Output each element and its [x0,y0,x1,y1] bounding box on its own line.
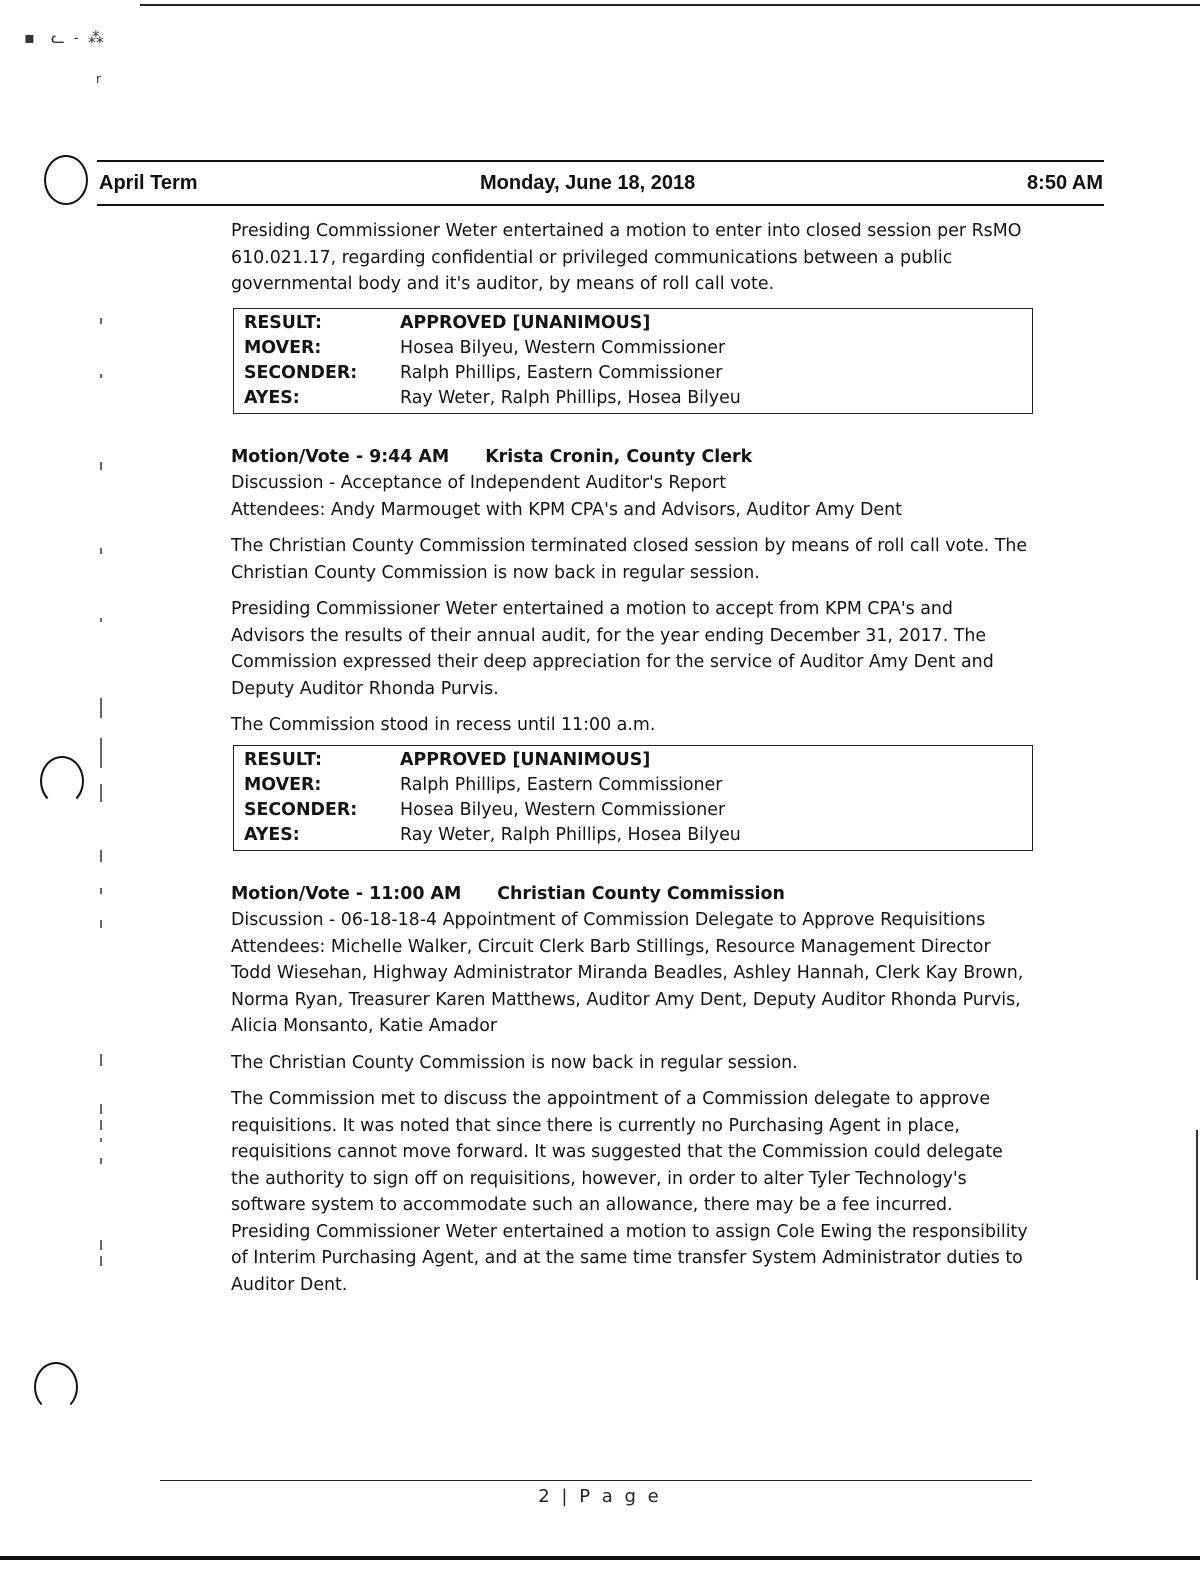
page-number: 2 | P a g e [538,1486,662,1507]
vote-row-ayes [234,386,1033,414]
vote-result-table [233,308,1033,414]
closed-session-paragraph: Presiding Commissioner Weter entertained a motion to enter into closed session per RsMO 610.021.17, regarding confidential or privileged communications between a public governmental body and it's auditor, by means of roll call vote. [231,221,1022,294]
vote-row-ayes [234,823,1033,851]
vote-row-seconder [234,798,1033,823]
header-rule [97,204,1104,206]
vote-label: SECONDER: [244,799,358,820]
vote-row-seconder [234,361,1033,386]
attendees-line: Attendees: Andy Marmouget with KPM CPA's and Advisors, Auditor Amy Dent [231,499,902,520]
scan-bottom-rule [0,1556,1200,1560]
header-term: April Term [99,172,198,194]
vote-result-table [233,745,1033,851]
vote-result-value: APPROVED [UNANIMOUS] [400,312,651,333]
session-paragraph: The Christian County Commission is now back in regular session. [231,1052,798,1073]
motion-time: Motion/Vote - 11:00 AM [231,883,462,904]
header-rule [97,160,1104,162]
motion-heading [231,444,1031,471]
vote-ayes-value: Ray Weter, Ralph Phillips, Hosea Bilyeu [400,387,741,408]
attendees-line: Attendees: Michelle Walker, Circuit Clerk Barb Stillings, Resource Management Director Todd Wiesehan, Highway Administrator Miranda Beadles, Ashley Hannah, Clerk Kay Brown, Norma Ryan, Treasurer Karen Matthews, Auditor Amy Dent, Deputy Auditor Rhonda Purvis, Alicia Monsanto, Katie Amador [231,936,1024,1036]
discussion-line: Discussion - 06-18-18-4 Appointment of Commission Delegate to Approve Requisitions [231,910,986,930]
motion-time: Motion/Vote - 9:44 AM [231,446,450,467]
vote-result-value: APPROVED [UNANIMOUS] [400,749,651,770]
vote-seconder-value: Ralph Phillips, Eastern Commissioner [400,362,723,383]
audit-paragraph: Presiding Commissioner Weter entertained a motion to accept from KPM CPA's and Advisors the results of their annual audit, for the year ending December 31, 2017. The Commission expressed their deep appreciation for the service of Auditor Amy Dent and Deputy Auditor Rhonda Purvis. [231,599,994,699]
vote-label: MOVER: [244,774,322,795]
vote-label: SECONDER: [244,362,358,383]
header-date: Monday, June 18, 2018 [480,172,696,194]
vote-row-result [234,745,1033,773]
vote-mover-value: Hosea Bilyeu, Western Commissioner [400,337,726,358]
vote-label: RESULT: [244,749,322,770]
discussion-line: Discussion - Acceptance of Independent Auditor's Report [231,473,727,493]
header-time: 8:50 AM [1027,172,1103,194]
vote-seconder-value: Hosea Bilyeu, Western Commissioner [400,799,726,820]
scan-margin-marks [96,300,110,1200]
scan-edge-mark [1196,1130,1198,1280]
vote-label: RESULT: [244,312,322,333]
footer-rule [160,1480,1032,1481]
vote-row-mover [234,336,1033,361]
vote-mover-value: Ralph Phillips, Eastern Commissioner [400,774,723,795]
scan-top-rule [140,4,1200,6]
vote-label: AYES: [244,387,300,408]
motion-heading [231,881,1031,908]
recess-paragraph: The Commission stood in recess until 11:00 a.m. [231,715,656,735]
punch-hole-icon [34,1362,78,1412]
vote-label: MOVER: [244,337,322,358]
motion-presenter: Christian County Commission [497,883,785,904]
vote-label: AYES: [244,824,300,845]
vote-row-mover [234,773,1033,798]
punch-hole-icon [40,756,84,806]
scan-artifact-marks: ▪ ᓚ ˗ ⁂ r [24,28,106,86]
vote-row-result [234,308,1033,336]
motion-presenter: Krista Cronin, County Clerk [485,446,753,467]
minutes-body [231,218,1031,1298]
session-paragraph: The Christian County Commission terminated closed session by means of roll call vote. The Christian County Commission is now back in regular session. [231,536,1028,583]
vote-ayes-value: Ray Weter, Ralph Phillips, Hosea Bilyeu [400,824,741,845]
requisitions-paragraph: The Commission met to discuss the appointment of a Commission delegate to approve requisitions. It was noted that since there is currently no Purchasing Agent in place, requisitions cannot move forward. It was suggested that the Commission could delegate the authority to sign off on requisitions, however, in order to alter Tyler Technology's software system to accommodate such an allowance, there may be a fee incurred. Presiding Commissioner Weter entertained a motion to assign Cole Ewing the responsibility of Interim Purchasing Agent, and at the same time transfer System Administrator duties to Auditor Dent. [231,1089,1028,1295]
punch-hole-icon [44,155,88,205]
